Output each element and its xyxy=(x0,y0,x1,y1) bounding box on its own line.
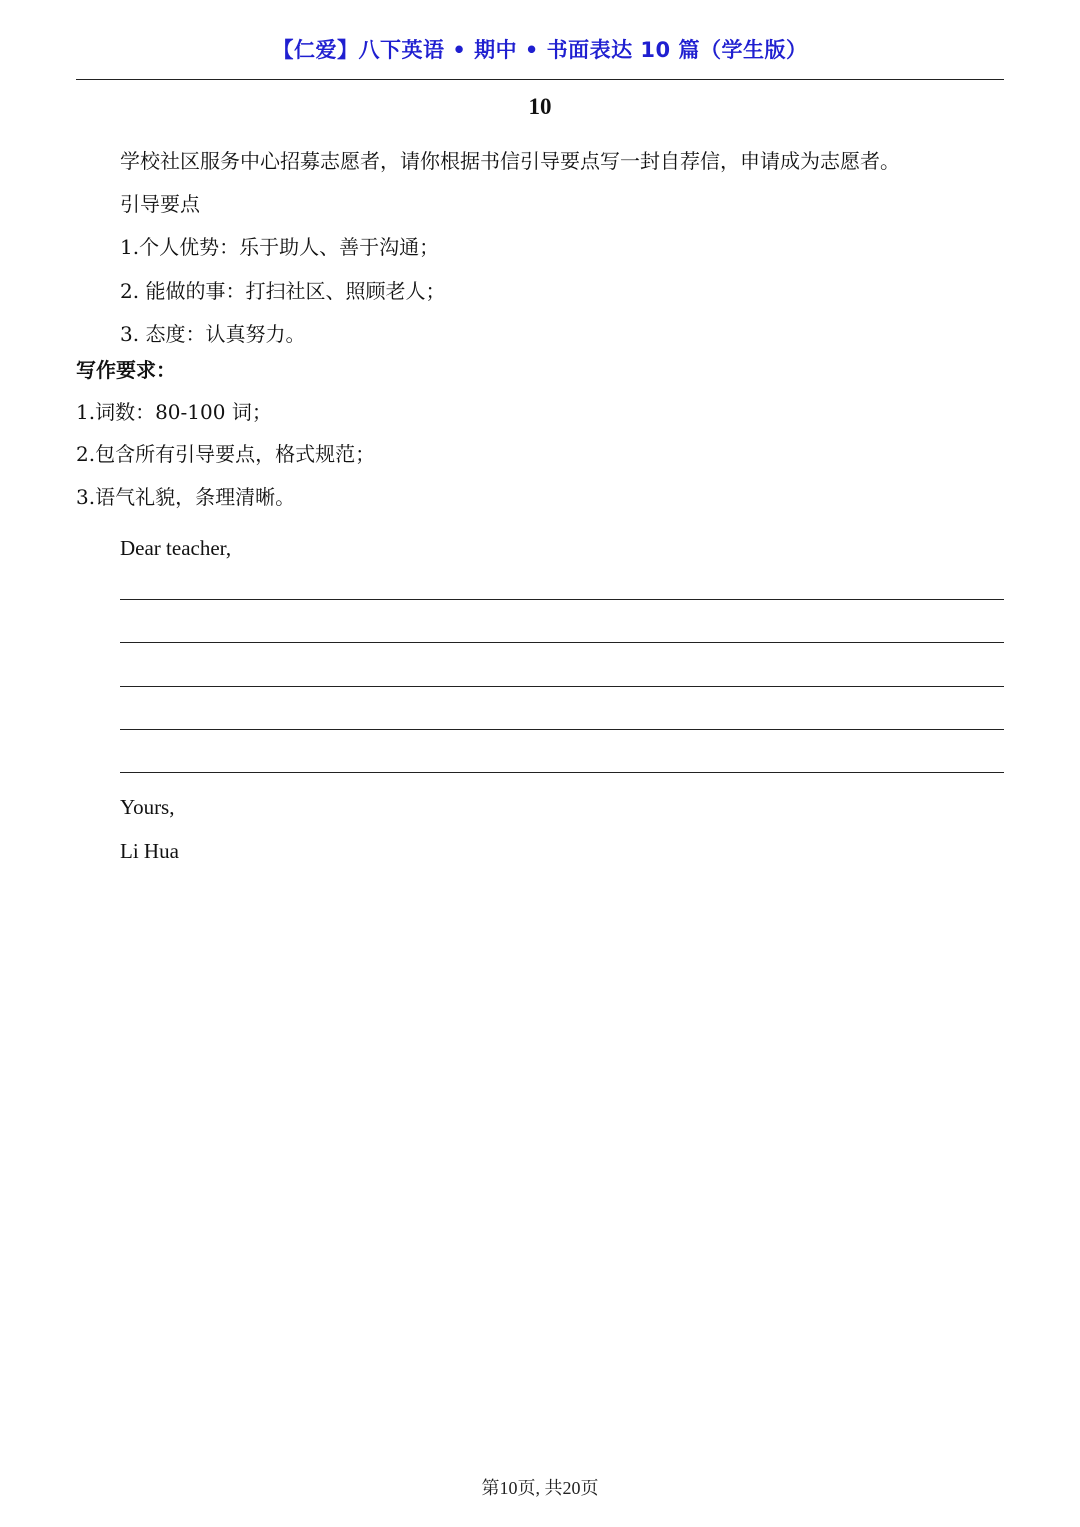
prompt-intro: 学校社区服务中心招募志愿者，请你根据书信引导要点写一封自荐信，申请成为志愿者。 xyxy=(120,149,900,173)
requirement-item: 3.语气礼貌，条理清晰。 xyxy=(76,485,296,509)
points-title: 引导要点 xyxy=(120,192,200,216)
guide-point: 2. 能做的事：打扫社区、照顾老人； xyxy=(120,279,446,303)
answer-line[interactable] xyxy=(120,686,1004,687)
guide-point: 3. 态度：认真努力。 xyxy=(120,322,306,346)
requirements-title: 写作要求： xyxy=(76,358,176,382)
section-number: 10 xyxy=(528,94,552,119)
letter-closing: Yours, xyxy=(120,795,175,819)
header-divider xyxy=(76,79,1004,80)
page-header-title: 【仁爱】八下英语 • 期中 • 书面表达 10 篇（学生版） xyxy=(272,38,808,62)
requirement-item: 2.包含所有引导要点，格式规范； xyxy=(76,442,376,466)
requirement-item: 1.词数：80-100 词； xyxy=(76,400,272,424)
letter-salutation: Dear teacher, xyxy=(120,536,232,560)
letter-signature: Li Hua xyxy=(120,839,179,863)
page-footer: 第10页, 共20页 xyxy=(481,1478,599,1498)
guide-point: 1.个人优势：乐于助人、善于沟通； xyxy=(120,235,440,259)
answer-line[interactable] xyxy=(120,772,1004,773)
answer-line[interactable] xyxy=(120,599,1004,600)
answer-line[interactable] xyxy=(120,729,1004,730)
answer-line[interactable] xyxy=(120,642,1004,643)
